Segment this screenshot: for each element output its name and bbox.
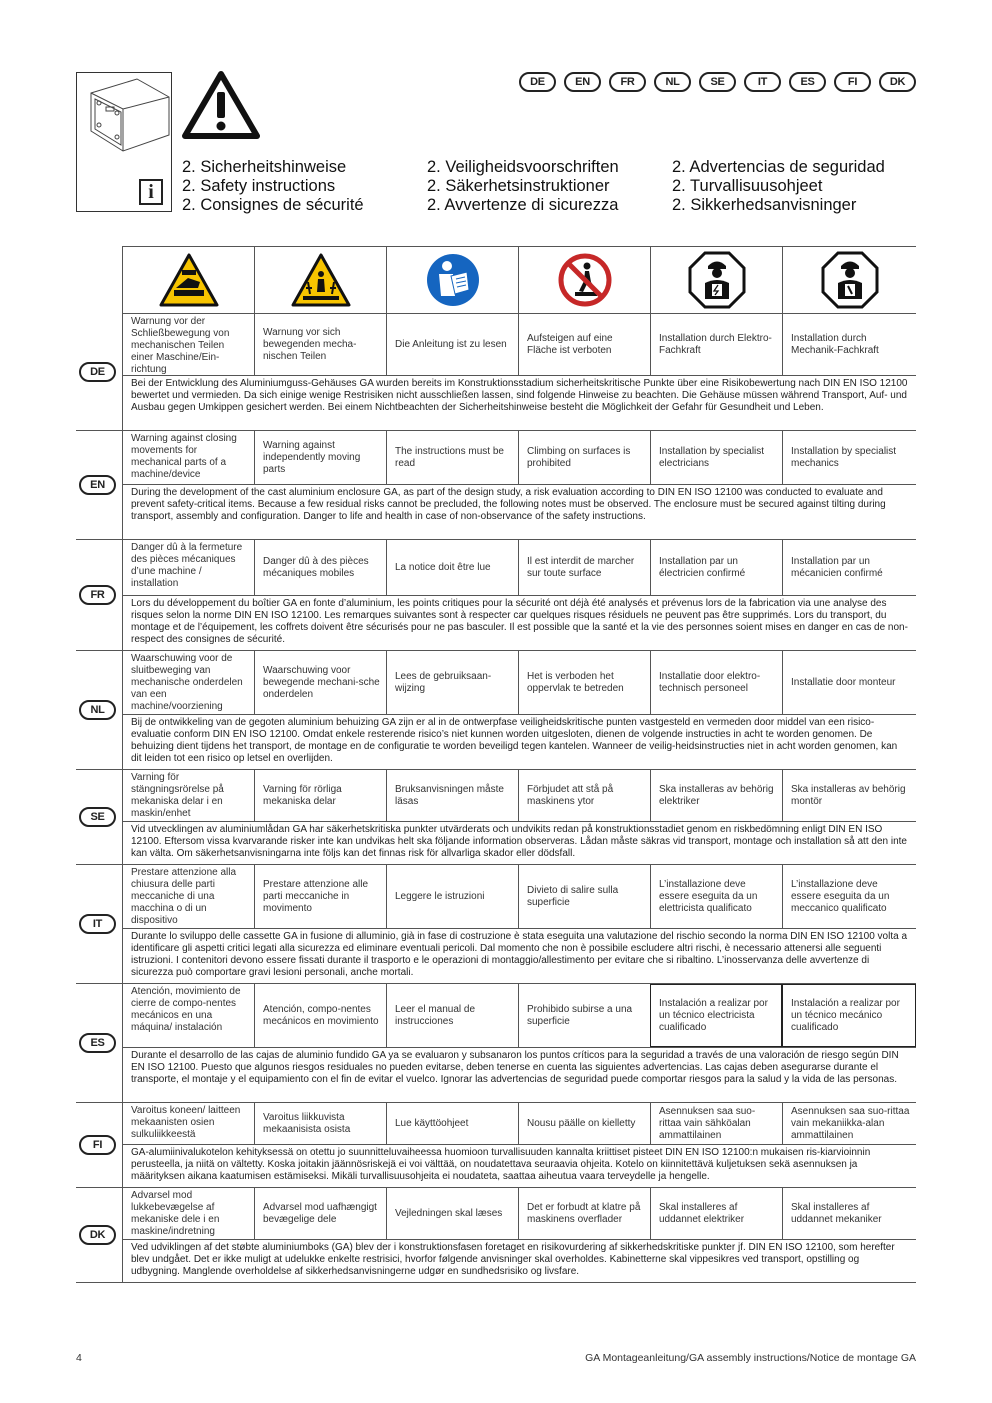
hazard-cell: Die Anleitung ist zu lesen	[386, 314, 518, 375]
hazard-cell: Advarsel mod lukkebevægelse af mekaniske dele i en maskine/indretning	[122, 1188, 254, 1239]
hazard-cell: Nousu päälle on kielletty	[518, 1103, 650, 1144]
electrician-icon	[688, 251, 746, 309]
title-nl: 2. Veiligheidsvoorschriften	[427, 158, 619, 176]
lang-block-de	[76, 314, 916, 431]
read-manual-icon	[425, 252, 481, 308]
page-number: 4	[76, 1352, 82, 1364]
lang-block-es	[76, 984, 916, 1103]
flag-fi: FI	[834, 72, 871, 92]
hazard-cell: La notice doit être lue	[386, 540, 518, 595]
hazard-cell: Instalación a realizar por un técnico mecánico cualificado	[782, 984, 916, 1047]
lang-block-nl	[76, 651, 916, 770]
hazard-cell: Installatie door elektro-technisch personeel	[650, 651, 782, 714]
flag-fr-row: FR	[79, 585, 116, 605]
hazard-cell: Instalación a realizar por un técnico electricista cualificado	[650, 984, 782, 1047]
hazard-cell: Installatie door monteur	[782, 651, 916, 714]
no-climbing-icon	[557, 252, 613, 308]
mechanic-icon	[821, 251, 879, 309]
section-titles	[182, 158, 922, 215]
flag-en: EN	[564, 72, 601, 92]
flag-fr: FR	[609, 72, 646, 92]
hazard-cell: Installation by specialist mechanics	[782, 431, 916, 484]
flag-en-row: EN	[79, 475, 116, 495]
title-de: 2. Sicherheitshinweise	[182, 158, 347, 176]
flag-se: SE	[699, 72, 736, 92]
symbol-row	[122, 246, 916, 314]
flag-de: DE	[519, 72, 556, 92]
hazard-cell: Lue käyttöohjeet	[386, 1103, 518, 1144]
lang-block-dk	[76, 1188, 916, 1283]
hazard-cell: L’installazione deve essere eseguita da un elettricista qualificato	[650, 865, 782, 928]
hazard-cell: Ska installeras av behörig elektriker	[650, 770, 782, 821]
hazard-cell: Waarschuwing voor bewegende mechani-sche onderdelen	[254, 651, 386, 714]
lang-block-fr	[76, 540, 916, 651]
title-fi: 2. Turvallisuusohjeet	[672, 177, 823, 195]
flag-de-row: DE	[79, 362, 116, 382]
hazard-cell: Bruksanvisningen måste läsas	[386, 770, 518, 821]
icon-cell	[386, 247, 518, 313]
hazard-cell: Il est interdit de marcher sur toute surface	[518, 540, 650, 595]
hazard-cell: Ska installeras av behörig montör	[782, 770, 916, 821]
safety-paragraph: Durante lo sviluppo delle cassette GA in fusione di alluminio, già in fase di costruzione è stata eseguita una valutazione del rischio secondo la norma DIN EN ISO 12100 volta a identificare gli aspetti critici legati alla sicurezza ed eliminare eventuali pericoli. Dal momento che non è possibile escludere altri rischi, è necessario attenersi alle seguenti istruzioni. I contenitori devono essere fissati durante il trasporto e le operazioni di montaggio/allestimento per evitare che si ribaltino. L’inosservanza delle avvertenze di sicurezza può comportare gravi lesioni personali, anche mortali.	[122, 929, 916, 983]
icon-cell	[254, 247, 386, 313]
flag-nl-row: NL	[79, 700, 116, 720]
flag-fi-row: FI	[79, 1135, 116, 1155]
enclosure-illustration-box	[76, 72, 172, 212]
warning-triangle-icon	[182, 70, 260, 140]
lang-block-en	[76, 431, 916, 540]
hazard-cell: Prestare attenzione alla chiusura delle parti meccaniche di una macchina o di un dispositivo	[122, 865, 254, 928]
hazard-cell: Danger dû à des pièces mécaniques mobiles	[254, 540, 386, 595]
hazard-cell: Prohibido subirse a una superficie	[518, 984, 650, 1047]
moving-parts-hazard-icon	[290, 252, 352, 308]
hazard-cell: Het is verboden het oppervlak te betreden	[518, 651, 650, 714]
hazard-cell: Climbing on surfaces is prohibited	[518, 431, 650, 484]
hazard-cell: Installation par un mécanicien confirmé	[782, 540, 916, 595]
hazard-cell: L’installazione deve essere eseguita da un meccanico qualificato	[782, 865, 916, 928]
safety-paragraph: Vid utvecklingen av aluminiumlådan GA har säkerhetskritiska punkter utvärderats och undvikits redan på konstruktionsstadiet genom en riskbedömning enligt DIN EN ISO 12100. Eftersom vissa kvarvarande risker inte kan undvikas helt ska följande information observeras. Lådan måste säkras vid transport, montage och installation så att den inte kan välta. Om säkerhetsanvisningarna inte följs kan det finnas risk för allvarliga skador eller dödsfall.	[122, 822, 916, 864]
hazard-cell: Warning against closing movements for mechanical parts of a machine/device	[122, 431, 254, 484]
hazard-cell: Förbjudet att stå på maskinens ytor	[518, 770, 650, 821]
hazard-cell: Varoitus koneen/ laitteen mekaanisten osien sulkuliikkeestä	[122, 1103, 254, 1144]
hazard-cell: Advarsel mod uafhængigt bevægelige dele	[254, 1188, 386, 1239]
flag-it-row: IT	[79, 914, 116, 934]
info-icon: i	[139, 179, 163, 205]
hazard-cell: The instructions must be read	[386, 431, 518, 484]
hazard-cell: Atención, compo-nentes mecánicos en movimiento	[254, 984, 386, 1047]
flag-dk: DK	[879, 72, 916, 92]
title-it: 2. Avvertenze di sicurezza	[427, 196, 619, 214]
language-flags	[519, 72, 916, 92]
hazard-cell: Waarschuwing voor de sluitbeweging van mechanische onderdelen van een machine/voorziening	[122, 651, 254, 714]
icon-cell	[782, 247, 916, 313]
hazard-cell: Installation par un électricien confirmé	[650, 540, 782, 595]
flag-es: ES	[789, 72, 826, 92]
hazard-cell: Aufsteigen auf eine Fläche ist verboten	[518, 314, 650, 375]
safety-paragraph: Lors du développement du boîtier GA en fonte d’aluminium, les points critiques pour la sécurité ont déjà été analysés et prévenus lors de la fabrication via une analyse des risques selon la norme DIN EN ISO 12100. Les remarques suivantes sont à respecter car quelques risques résiduels ne peuvent pas être supprimés. Lors du transport, du montage et de l’équipement, les coffrets doivent être sécurisés pour ne pas basculer. Il est possible que la santé et la vie des personnes soient mises en danger en cas de non-respect des consignes de sécurité.	[122, 596, 916, 650]
safety-paragraph: Bei der Entwicklung des Aluminiumguss-Gehäuses GA wurden bereits im Konstruktionsstadium sicherheitskritische Punkte über eine Risikobewertung nach DIN EN ISO 12100 bewertet und vermieden. Da sich einige wenige Restrisiken nicht ausschließen lassen, sind folgende Hinweise zu beachten. Die Gehäuse müssen während Transport, Auf- und Ausbau gegen Umkippen gesichert werden. Bei einem Nichtbeachten der Sicherheitshinweise besteht die Möglichkeit der Gefahr für Gesundheit und Leben.	[122, 376, 916, 430]
hazard-cell: Varoitus liikkuvista mekaanisista osista	[254, 1103, 386, 1144]
hazard-cell: Warning against independently moving parts	[254, 431, 386, 484]
hazard-cell: Asennuksen saa suo-rittaa vain mekaniikka-alan ammattilainen	[782, 1103, 916, 1144]
hazard-cell: Leggere le istruzioni	[386, 865, 518, 928]
icon-cell	[518, 247, 650, 313]
title-fr: 2. Consignes de sécurité	[182, 196, 364, 214]
hazard-cell: Varning för rörliga mekaniska delar	[254, 770, 386, 821]
hazard-cell: Installation durch Mechanik-Fachkraft	[782, 314, 916, 375]
hazard-cell: Skal installeres af uddannet elektriker	[650, 1188, 782, 1239]
footer-title: GA Montageanleitung/GA assembly instructions/Notice de montage GA	[585, 1352, 916, 1364]
hazard-cell: Atención, movimiento de cierre de compo-nentes mecánicos en una máquina/ instalación	[122, 984, 254, 1047]
icon-cell	[650, 247, 782, 313]
icon-cell	[122, 247, 254, 313]
hazard-cell: Det er forbudt at klatre på maskinens overflader	[518, 1188, 650, 1239]
title-en: 2. Safety instructions	[182, 177, 336, 195]
hazard-cell: Leer el manual de instrucciones	[386, 984, 518, 1047]
safety-paragraph: GA-alumiinivalukotelon kehityksessä on otettu jo suunnitteluvaiheessa huomioon turvallisuuden kannalta kriittiset pisteet DIN EN ISO 12100:n mukaisen ris-kiarvioinnin perusteella, ja niitä on vältetty. Koska joitakin jäännösriskejä ei voi välttää, on noudatettava seuraavia ohjeita. Kotelo on kiinnitettävä kuljetuksen sekä asennuksen ja määrityksen aikana kaatumisen estämiseksi. Mikäli turvallisuusohjeita ei noudateta, saattaa aiheutua vaara terveydelle ja hengelle.	[122, 1145, 916, 1187]
hazard-cell: Divieto di salire sulla superficie	[518, 865, 650, 928]
flag-se-row: SE	[79, 807, 116, 827]
hazard-cell: Installation durch Elektro-Fachkraft	[650, 314, 782, 375]
hazard-cell: Prestare attenzione alle parti meccaniche in movimento	[254, 865, 386, 928]
hazard-cell: Skal installeres af uddannet mekaniker	[782, 1188, 916, 1239]
title-es: 2. Advertencias de seguridad	[672, 158, 885, 176]
safety-paragraph: Durante el desarrollo de las cajas de aluminio fundido GA ya se evaluaron y subsanaron los puntos críticos para la seguridad a través de una valoración de riesgo según DIN EN ISO 12100. Puesto que algunos riesgos residuales no pueden evitarse, deben tenerse en cuenta las siguientes advertencias. Las cajas deben asegurarse durante el transporte, el montaje y el equipamiento con el fin de evitar el vuelco. Ignorar las advertencias de seguridad puede comportar riesgos para la salud y la vida de las personas.	[122, 1048, 916, 1102]
crush-hazard-icon	[158, 252, 220, 308]
hazard-cell: Lees de gebruiksaan-wijzing	[386, 651, 518, 714]
hazard-cell: Warnung vor sich bewegenden mecha-nischen Teilen	[254, 314, 386, 375]
safety-paragraph: Ved udviklingen af det støbte aluminiumboks (GA) blev der i konstruktionsfasen foretaget en risikovurdering af sikkerhedskritiske punkter jf. DIN EN ISO 12100, som herefter blev undgået. Det er ikke muligt at udelukke enkelte restrisici, hvorfor følgende anvisninger skal overholdes. Kabinetterne skal vippesikres ved transport, opstilling og udbygning. Manglende overholdelse af sikkerhedsanvisningerne udgør en sundhedsrisiko og livsfare.	[122, 1240, 916, 1282]
hazard-cell: Warnung vor der Schließbewegung von mechanischen Teilen einer Maschine/Ein-richtung	[122, 314, 254, 375]
title-se: 2. Säkerhetsinstruktioner	[427, 177, 610, 195]
safety-table	[76, 246, 916, 1283]
hazard-cell: Vejledningen skal læses	[386, 1188, 518, 1239]
hazard-cell: Installation by specialist electricians	[650, 431, 782, 484]
hazard-cell: Varning för stängningsrörelse på mekaniska delar i en maskin/enhet	[122, 770, 254, 821]
lang-block-se	[76, 770, 916, 865]
safety-paragraph: During the development of the cast aluminium enclosure GA, as part of the design study, a risk evaluation according to DIN EN ISO 12100 was conducted to evaluate and prevent safety-critical items. Because a few residual risks cannot be precluded, the following notes must be observed. The enclosure must be secured against tilting during transport, assembly and configuration. Danger to life and health in case of non-observance of the safety instructions.	[122, 485, 916, 539]
title-dk: 2. Sikkerhedsanvisninger	[672, 196, 857, 214]
flag-it: IT	[744, 72, 781, 92]
safety-paragraph: Bij de ontwikkeling van de gegoten aluminium behuizing GA zijn er al in de ontwerpfase veiligheidskritische punten vastgesteld en vermeden door middel van een risico-evaluatie conform DIN EN ISO 12100. Omdat enkele resterende risico’s niet kunnen worden uitgesloten, dienen de volgende instructies in acht te worden genomen. De behuizing dient tijdens het transport, de montage en de configuratie te worden beveiligd tegen kantelen. Wanneer de veilig-heidsinstructies niet in acht worden genomen, kan dit leiden tot een risico op letsel en overlijden.	[122, 715, 916, 769]
lang-block-fi	[76, 1103, 916, 1188]
hazard-cell: Danger dû à la fermeture des pièces mécaniques d’une machine / installation	[122, 540, 254, 595]
flag-dk-row: DK	[79, 1225, 116, 1245]
lang-block-it	[76, 865, 916, 984]
flag-nl: NL	[654, 72, 691, 92]
flag-es-row: ES	[79, 1033, 116, 1053]
hazard-cell: Asennuksen saa suo-rittaa vain sähköalan ammattilainen	[650, 1103, 782, 1144]
